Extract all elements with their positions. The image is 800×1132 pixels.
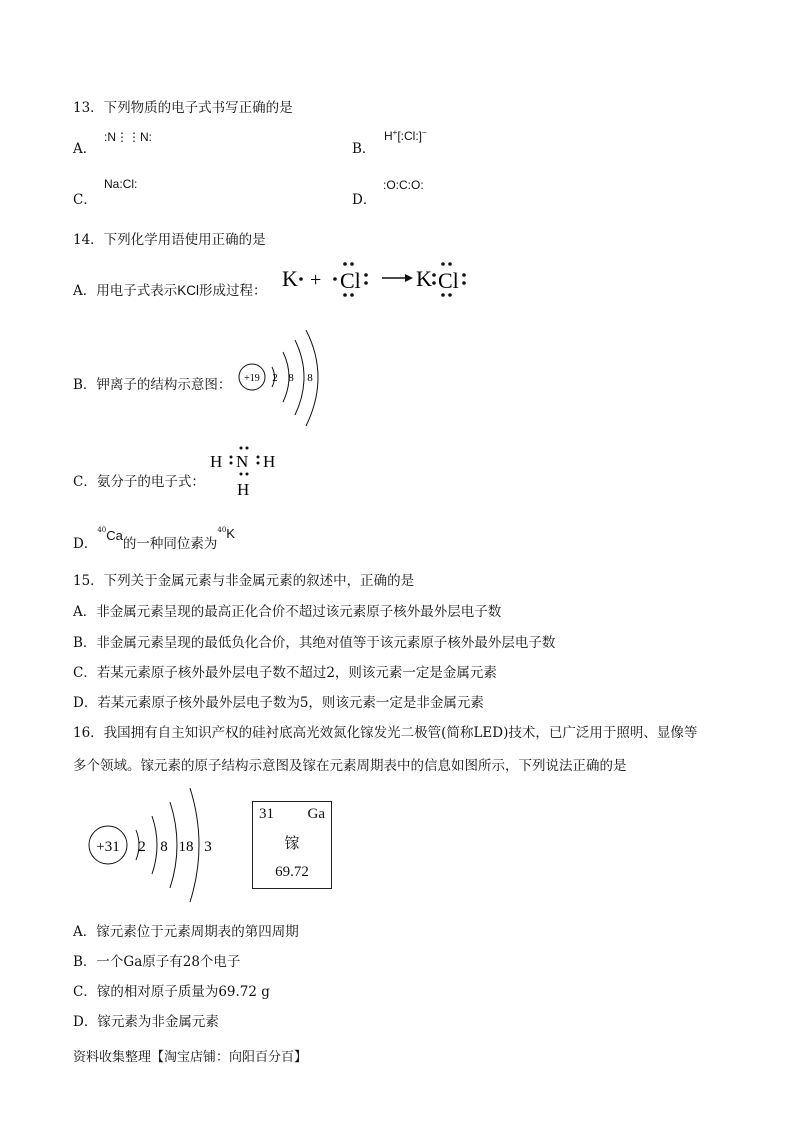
- q13-formula-b-minus: −: [422, 128, 427, 137]
- q15-option-b: B．非金属元素呈现的最低负化合价，其绝对值等于该元素原子核外最外层电子数: [73, 635, 556, 651]
- q13-stem: 13．下列物质的电子式书写正确的是: [73, 100, 293, 116]
- q14-nh3-dot: [246, 473, 249, 476]
- q14-eq-cl-electron: [333, 277, 337, 281]
- q14-eq-cl-dot: [364, 273, 368, 277]
- q14-eq-kcl-dot: [448, 262, 452, 266]
- q14-stem: 14．下列化学用语使用正确的是: [73, 232, 266, 248]
- q13-formula-c: Na:Cl:: [104, 177, 138, 191]
- q16-option-c: C．镓的相对原子质量为69.72 g: [73, 984, 270, 1000]
- q13-formula-a: :N⋮⋮N:: [104, 130, 152, 144]
- q14-d-ca: Ca: [106, 528, 123, 543]
- q16-gallium-atom-diagram: [84, 784, 224, 904]
- q14-option-c: C．氨分子的电子式：: [73, 474, 205, 490]
- q16-shell-count-1: 2: [138, 839, 146, 855]
- q14-option-a: [73, 282, 267, 300]
- q14-eq-cl: Cl: [340, 268, 361, 293]
- q16-shell-count-4: 3: [204, 839, 212, 855]
- q14-eq-kcl-dot: [432, 281, 436, 285]
- q14-eq-kcl-dot: [448, 293, 452, 297]
- q15-option-a: A．非金属元素呈现的最高正化合价不超过该元素原子核外最外层电子数: [73, 604, 502, 620]
- q14-nh3-n: N: [236, 452, 249, 471]
- q14-eq-cl-dot: [343, 293, 347, 297]
- q16-periodic-table-cell: [252, 801, 332, 889]
- q14-potassium-ion-diagram: [232, 330, 332, 430]
- q14-a-suffix: 形成过程：: [199, 283, 267, 299]
- q16-option-a: A．镓元素位于元素周期表的第四周期: [73, 924, 299, 940]
- q16-option-b: B．一个Ga原子有28个电子: [73, 954, 241, 970]
- q13-option-b-label: B．: [352, 141, 376, 157]
- q13-formula-d: :O:C:O:: [383, 178, 424, 192]
- q14-eq-cl-dot: [350, 293, 354, 297]
- q14-d-k: K: [226, 526, 235, 541]
- q16-stem-line1: 16．我国拥有自主知识产权的硅衬底高光效氮化镓发光二极管(简称LED)技术，已广泛用于照明、显像等: [73, 725, 698, 741]
- q14-shell-arc: [295, 340, 304, 415]
- q14-option-d: [73, 526, 235, 555]
- q15-option-d: D．若某元素原子核外最外层电子数为5，则该元素一定是非金属元素: [73, 695, 484, 711]
- q14-option-b: B．钾离子的结构示意图：: [73, 377, 232, 393]
- q14-eq-k-electron: [299, 277, 303, 281]
- q16-shell-arc: [170, 802, 177, 888]
- q16-shell-count-2: 8: [160, 839, 168, 855]
- q14-d-k-mass: 40: [217, 526, 227, 534]
- q14-nucleus-charge: +19: [244, 373, 260, 384]
- q14-nh3-dot: [240, 473, 243, 476]
- q14-shell-count-1: 2: [272, 372, 278, 384]
- q14-eq-kcl-dot: [432, 273, 436, 277]
- q14-eq-cl-dot: [350, 262, 354, 266]
- q15-stem: 15．下列关于金属元素与非金属元素的叙述中，正确的是: [73, 573, 415, 589]
- q14-nh3-dot: [230, 456, 233, 459]
- q14-eq-kcl-k: K: [416, 266, 432, 291]
- q14-nh3-h-right: H: [263, 452, 276, 471]
- q16-element-symbol: Ga: [307, 806, 325, 822]
- q14-eq-kcl-dot: [462, 281, 466, 285]
- q14-eq-kcl-dot: [462, 273, 466, 277]
- q14-shell-count-3: 8: [307, 372, 313, 384]
- q14-eq-kcl-cl: Cl: [438, 268, 459, 293]
- q14-nh3-dot: [240, 447, 243, 450]
- q14-eq-plus: +: [310, 269, 322, 291]
- q14-nh3-dot: [230, 462, 233, 465]
- q14-nh3-dot: [257, 462, 260, 465]
- q14-eq-kcl-dot: [441, 293, 445, 297]
- q14-d-prefix: D．: [73, 536, 98, 552]
- q14-nh3-h-bottom: H: [237, 480, 250, 499]
- q14-ammonia-electron-formula: [204, 445, 294, 501]
- q16-option-d: D．镓元素为非金属元素: [73, 1014, 219, 1030]
- q15-option-c: C．若某元素原子核外最外层电子数不超过2，则该元素一定是金属元素: [73, 665, 497, 681]
- q14-eq-cl-dot: [343, 262, 347, 266]
- q14-kcl-formation-equation: [278, 256, 478, 300]
- q13-formula-b-plus: +: [392, 128, 398, 137]
- q14-nh3-dot: [257, 456, 260, 459]
- q16-atomic-mass: 69.72: [275, 864, 309, 880]
- q16-shell-arc: [152, 816, 157, 874]
- q16-element-name: 镓: [284, 834, 300, 852]
- q16-stem-line2: 多个领域。镓元素的原子结构示意图及镓在元素周期表中的信息如图所示，下列说法正确的是: [73, 758, 627, 774]
- page-footer: 资料收集整理【淘宝店铺：向阳百分百】: [73, 1050, 308, 1065]
- q13-formula-b: [384, 128, 427, 143]
- q14-d-ca-mass: 40: [97, 526, 107, 534]
- q14-a-prefix: A．用电子式表示: [73, 283, 178, 299]
- q16-nucleus-charge: +31: [96, 839, 120, 855]
- q16-atomic-number: 31: [259, 806, 274, 822]
- q13-option-a-label: A．: [73, 141, 97, 157]
- q14-eq-cl-dot: [364, 281, 368, 285]
- q13-formula-b-bracket: [:Cl:]: [397, 129, 423, 143]
- q14-a-kcl: KCl: [177, 283, 200, 298]
- q14-nh3-dot: [246, 447, 249, 450]
- q14-eq-kcl-dot: [441, 262, 445, 266]
- q14-d-mid: 的一种同位素为: [122, 536, 218, 552]
- q16-shell-count-3: 18: [178, 839, 194, 855]
- q14-eq-k: K: [282, 266, 298, 291]
- q14-nh3-h-left: H: [210, 452, 223, 471]
- q13-option-d-label: D．: [352, 192, 377, 208]
- q14-eq-arrow-head: [405, 274, 413, 282]
- q14-shell-count-2: 8: [288, 372, 294, 384]
- q13-option-c-label: C．: [73, 192, 97, 208]
- q13-formula-b-h: H: [384, 129, 393, 143]
